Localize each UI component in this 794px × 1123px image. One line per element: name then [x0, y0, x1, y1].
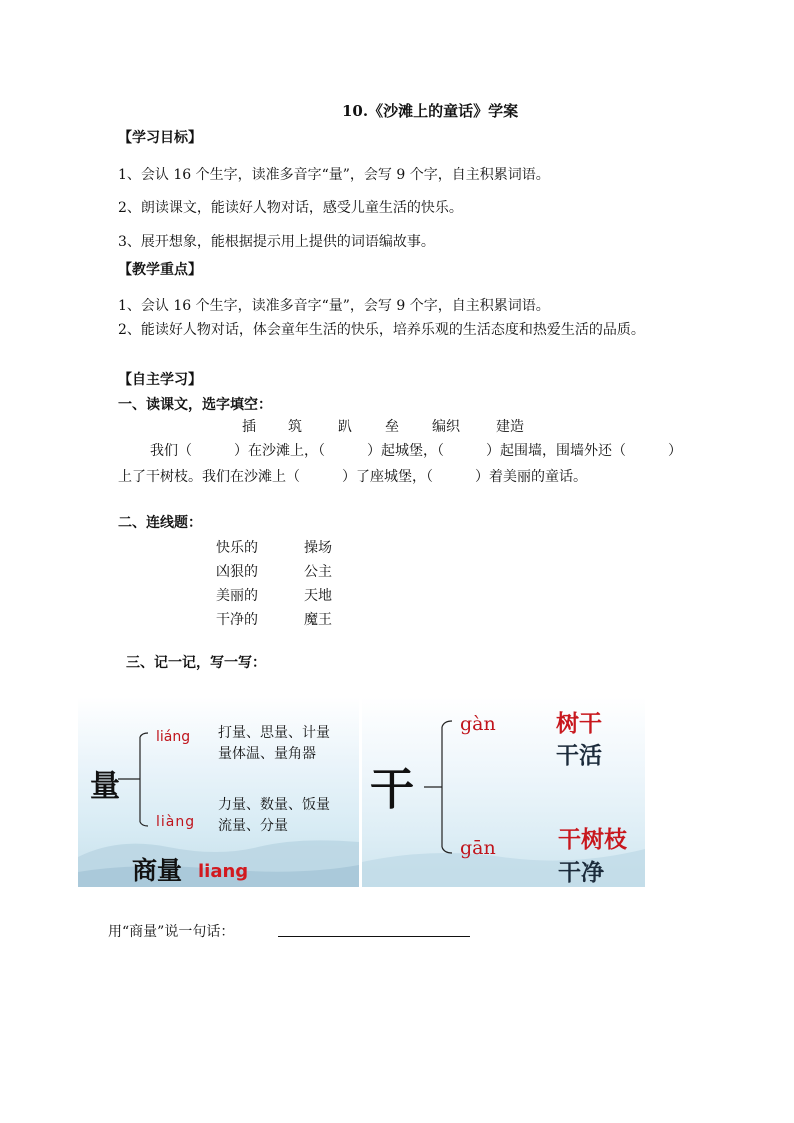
focus-heading: 【教学重点】: [118, 262, 202, 278]
word-option: 筑: [288, 419, 302, 435]
word-option: 插: [242, 419, 256, 435]
liang-polyphone-figure: [78, 697, 359, 887]
focus-item-1: 1、会认 16 个生字，读准多音字“量”，会写 9 个字，自主积累词语。: [118, 298, 550, 314]
word-ganhuo: 干活: [556, 743, 602, 769]
word-shugan: 树干: [556, 711, 602, 737]
question-1-title: 一、读课文，选字填空：: [118, 397, 272, 413]
question-2-title: 二、连线题：: [118, 515, 202, 531]
gan-polyphone-figure: [362, 697, 645, 887]
shangliang-word: 商量: [132, 856, 183, 885]
pinyin-gan-4: gàn: [460, 713, 496, 735]
document-title: 10.《沙滩上的童话》学案: [342, 102, 519, 120]
match-left-item: 凶狠的: [216, 564, 258, 580]
focus-item-2: 2、能读好人物对话，体会童年生活的快乐，培养乐观的生活态度和热爱生活的品质。: [118, 322, 645, 338]
word-option: 建造: [496, 419, 524, 435]
word-option: 编织: [432, 419, 460, 435]
liang-words-line-4: 流量、分量: [218, 818, 288, 834]
question-3-title: 三、记一记，写一写：: [126, 655, 266, 671]
word-option: 垒: [385, 419, 399, 435]
match-left-item: 干净的: [216, 612, 258, 628]
goal-item-1: 1、会认 16 个生字，读准多音字“量”，会写 9 个字，自主积累词语。: [118, 167, 550, 183]
liang-words-line-2: 量体温、量角器: [218, 746, 316, 762]
word-ganshuzhi: 干树枝: [558, 827, 627, 853]
self-study-heading: 【自主学习】: [118, 372, 202, 388]
shangliang-pinyin: liang: [198, 861, 249, 882]
liang-words-line-3: 力量、数量、饭量: [218, 797, 330, 813]
goals-heading: 【学习目标】: [118, 130, 202, 146]
pinyin-liang-2: liáng: [156, 729, 191, 745]
goal-item-2: 2、朗读课文，能读好人物对话，感受儿童生活的快乐。: [118, 200, 463, 216]
fill-blank-passage: 我们（ ）在沙滩上，（ ）起城堡，（ ）起围墙，围墙外还（ ）上了干树枝。我们在沙滩上（ ）了座城堡，（ ）着美丽的童话。: [118, 443, 675, 485]
match-right-item: 魔王: [304, 612, 332, 628]
answer-line[interactable]: [278, 936, 470, 937]
pinyin-gan-1: gān: [460, 837, 496, 859]
liang-char: 量: [90, 769, 120, 804]
liang-words-line-1: 打量、思量、计量: [218, 725, 330, 741]
goal-item-3: 3、展开想象，能根据提示用上提供的词语编故事。: [118, 234, 435, 250]
word-option: 趴: [338, 419, 352, 435]
match-right-item: 公主: [304, 564, 332, 580]
match-right-item: 操场: [304, 540, 332, 556]
pinyin-liang-4: liàng: [156, 814, 196, 830]
word-ganjing: 干净: [558, 860, 604, 886]
sentence-prompt: 用“商量”说一句话：: [108, 924, 235, 940]
match-left-item: 快乐的: [216, 540, 258, 556]
match-left-item: 美丽的: [216, 588, 258, 604]
gan-char: 干: [370, 764, 414, 815]
match-right-item: 天地: [304, 588, 332, 604]
